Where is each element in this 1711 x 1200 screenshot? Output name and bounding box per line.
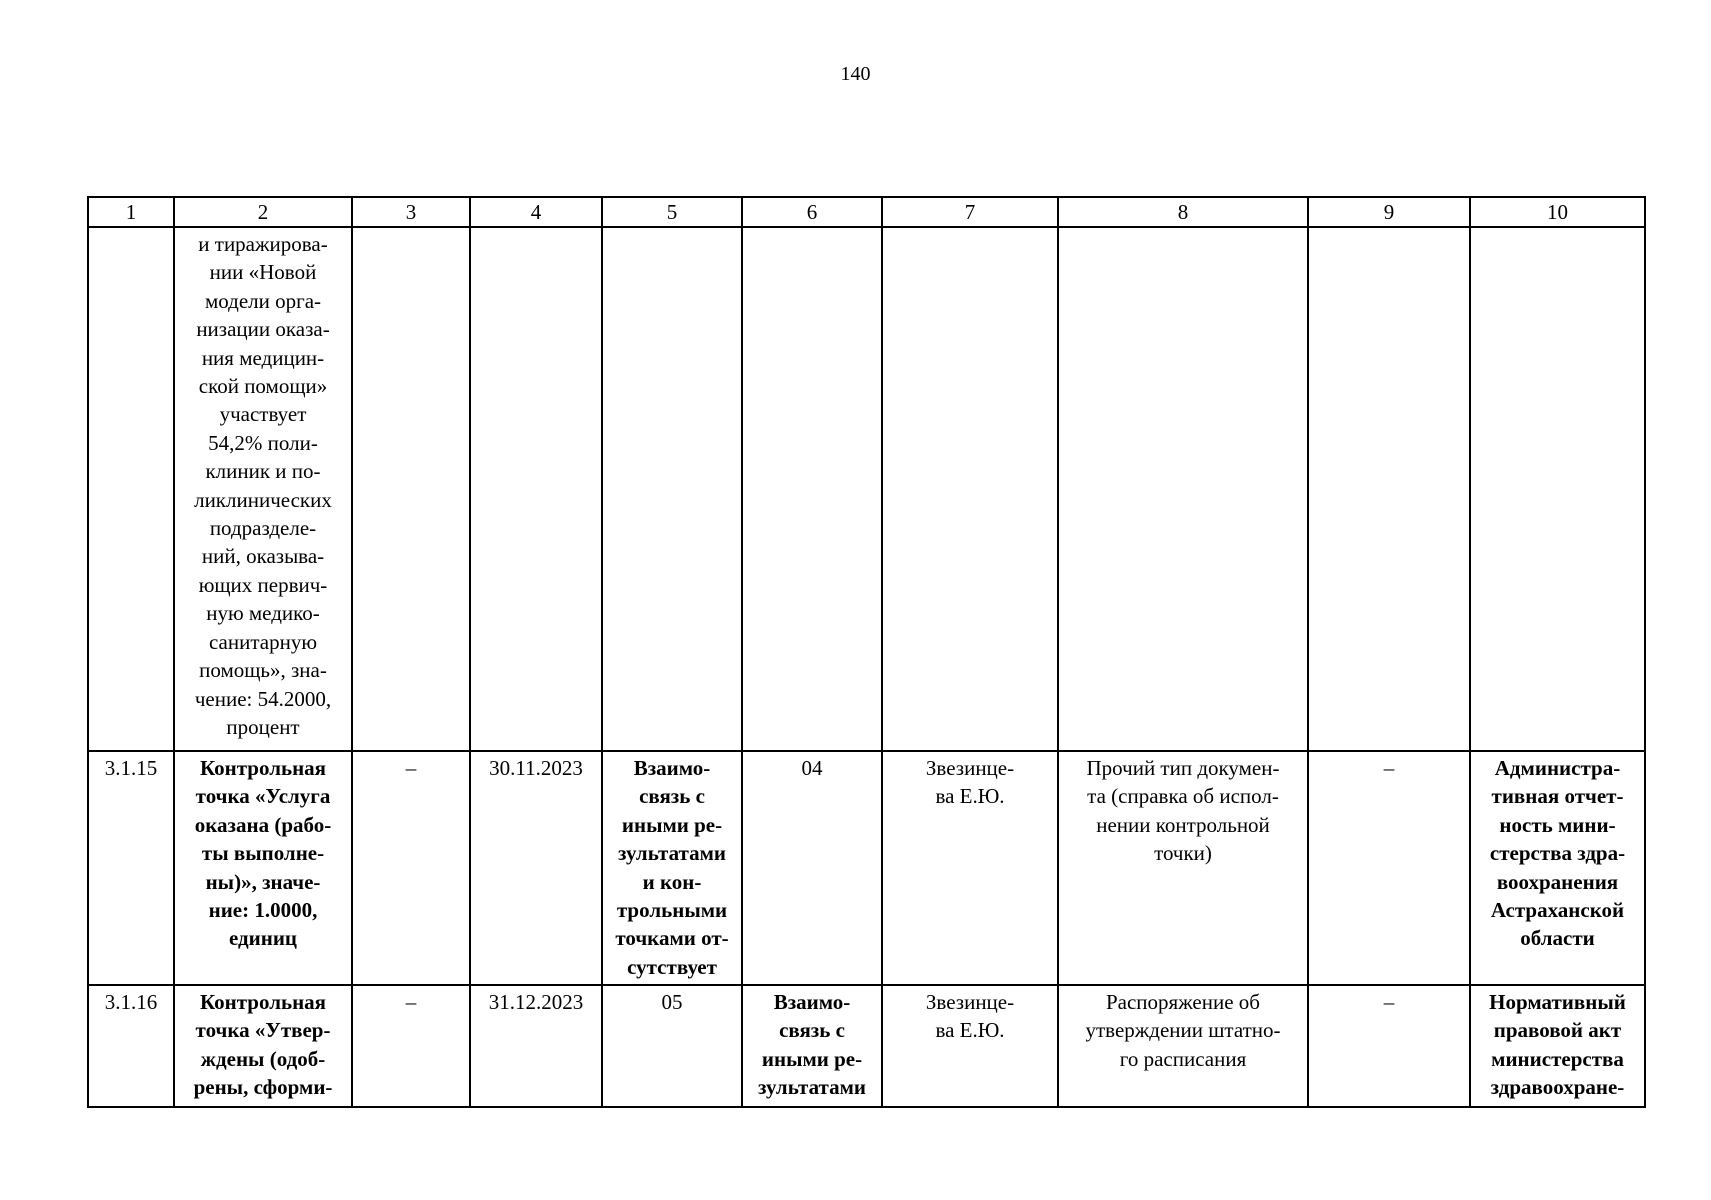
column-header-6: 6 [742,197,882,227]
column-header-10: 10 [1470,197,1645,227]
cell-col6 [742,227,882,751]
cell-number: 3.1.15 [88,751,174,985]
column-number-row [88,197,1645,227]
table-row-3-1-16 [88,985,1645,1107]
cell-col3 [352,227,470,751]
document-table [87,196,1646,1108]
cell-date [470,227,602,751]
page-number: 140 [840,63,871,85]
cell-description: и тиражирова- нии «Новой модели орга- низации оказа- ния медицин- ской помощи» участвует 54,2% поли- клиник и по- ликлинических подразделе- ний, оказыва- ющих первич- ную медико- санитарную помощь», зна- чение: 54.2000, процент [174,227,352,751]
cell-responsible: Звезинце- ва Е.Ю. [882,751,1058,985]
column-header-5: 5 [602,197,742,227]
cell-col5: 05 [602,985,742,1107]
cell-source [1470,227,1645,751]
cell-col9 [1308,227,1470,751]
cell-col6: 04 [742,751,882,985]
cell-source: Администра- тивная отчет- ность мини- стерства здра- воохранения Астраханской области [1470,751,1645,985]
cell-number: 3.1.16 [88,985,174,1107]
cell-col9: – [1308,985,1470,1107]
cell-document-type [1058,227,1308,751]
column-header-4: 4 [470,197,602,227]
cell-description: Контрольная точка «Услуга оказана (рабо- ты выполне- ны)», значе- ние: 1.0000, единиц [174,751,352,985]
cell-document-type: Распоряжение об утверждении штатно- го расписания [1058,985,1308,1107]
cell-col6: Взаимо- связь с иными ре- зультатами [742,985,882,1107]
cell-responsible [882,227,1058,751]
column-header-9: 9 [1308,197,1470,227]
column-header-3: 3 [352,197,470,227]
cell-description: Контрольная точка «Утвер- ждены (одоб- рены, сформи- [174,985,352,1107]
cell-col5 [602,227,742,751]
column-header-1: 1 [88,197,174,227]
cell-date: 31.12.2023 [470,985,602,1107]
cell-col9: – [1308,751,1470,985]
cell-col3: – [352,751,470,985]
cell-date: 30.11.2023 [470,751,602,985]
cell-responsible: Звезинце- ва Е.Ю. [882,985,1058,1107]
table-row-3-1-15 [88,751,1645,985]
cell-col5: Взаимо- связь с иными ре- зультатами и кон- трольными точками от- сутствует [602,751,742,985]
table-row-continuation [88,227,1645,751]
column-header-8: 8 [1058,197,1308,227]
cell-source: Нормативный правовой акт министерства здравоохране- [1470,985,1645,1107]
cell-number [88,227,174,751]
column-header-7: 7 [882,197,1058,227]
column-header-2: 2 [174,197,352,227]
cell-document-type: Прочий тип докумен- та (справка об испол- нении контрольной точки) [1058,751,1308,985]
cell-col3: – [352,985,470,1107]
